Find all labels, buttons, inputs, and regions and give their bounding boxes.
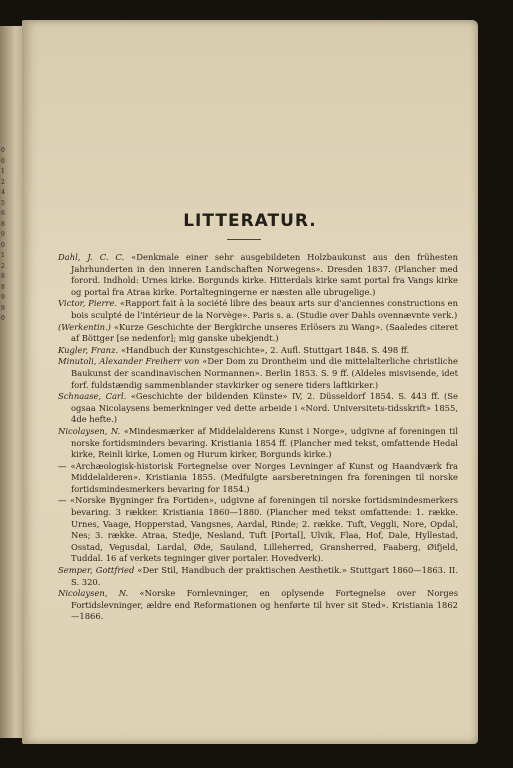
left-margin-number: 2 [1, 178, 5, 186]
entry-text: «Archæologisk-historisk Fortegnelse over Norges Levninger af Kunst og Haandværk fra Middelalderen». Kristiania 1855. (Medfulgte aarsberetningen fra foreningen til norske fortidsmindesmerkers bevaring for 1854.) [70, 460, 458, 494]
left-margin-number: 9 [1, 231, 5, 238]
entry-text: «Der Dom zu Drontheim und die mittelalterliche christliche Baukunst der scandinavischen Normannen». Berlin 1853. S. 9 ff. (Aldeles misvisende, idet forf. fuldstændig sammenblander stavkirker og senere tiders laftkirker.) [71, 356, 458, 390]
entry-author: Kugler, Franz. [58, 344, 119, 355]
entry-text: «Denkmale einer sehr ausgebildeten Holzbaukunst aus den frühesten Jahrhunderten in den inneren Landschaften Norwegens». Dresden 1837. (Plancher med forord. Indhold: Urnes kirke. Borgunds kirke. Hitterdals kirke samt portal fra Vangs kirke og portal fra Atraa kirke. Portaltegningerne er næsten alle ubrugelige.) [71, 252, 458, 297]
entry-text: «Norske Bygninger fra Fortiden», udgivne af foreningen til norske fortidsmindesmerkers bevaring. 3 rækker. Kristiania 1860—1880. (Plancher med tekst omfattende: 1. række. Urnes, Vaage, Hopperstad, Vangsnes, Aardal, Rinde; 2. række. Tuft, Veggli, Nore, Opdal, Nes; 3. række. Atraa, Stedje, Nesland, Tuft [Portal], Ulvik, Flaa, Hof, Dale, Hyllestad, Osstad, Vegusdal, Lardal, Øde, Sauland, Lilleherred, Gransherred, Faaberg, Øifjeld, Tuddal. 16 af verkets tegninger giver portaler. Hovedverk). [70, 495, 458, 564]
entry-author: Dahl, J. C. C. [58, 252, 125, 262]
left-margin-number: 5 [1, 199, 5, 207]
title-rule [227, 239, 261, 240]
left-margin-number: 6 [1, 210, 5, 217]
bibliography-entry [58, 495, 458, 565]
left-margin-number: 2 [1, 262, 5, 270]
left-margin-number: 0 [1, 241, 5, 249]
entry-author: Nicolaysen, N. [58, 425, 121, 436]
entry-author: Nicolaysen, N. [58, 588, 129, 599]
bibliography-entry [58, 588, 458, 623]
bibliography-entry [58, 322, 458, 345]
bibliography-entry [58, 356, 458, 391]
left-page-edge [0, 26, 23, 738]
entry-author: — [58, 495, 67, 506]
left-margin-number: 9 [1, 304, 5, 312]
entry-text: «Mindesmærker af Middelalderens Kunst i Norge», udgivne af foreningen til norske fortidsminders bevaring. Kristiania 1854 ff. (Plancher med tekst, omfattende Hedal kirke, Reinli kirke, Lomen og Hurum kirker, Borgunds kirke.) [71, 425, 458, 460]
entry-author: Minutoli, Alexander Freiherr von [58, 356, 200, 367]
left-margin-number: 9 [1, 294, 5, 301]
bibliography-entry [58, 391, 458, 426]
left-margin-number: 8 [1, 283, 5, 291]
left-margin-number: 8 [1, 273, 5, 280]
left-margin-number: 0 [1, 147, 5, 154]
entry-author: (Werkentin.) [58, 321, 111, 332]
entry-text: «Kurze Geschichte der Bergkirche unseres Erlösers zu Wang». (Saaledes citeret af Böttger [se nedenfor]; mig ganske ubekjendt.) [71, 321, 458, 344]
bibliography-entry [58, 565, 458, 588]
entry-text: «Handbuch der Kunstgeschichte», 2. Aufl. Stuttgart 1848. S. 498 ff. [120, 344, 410, 355]
entry-text: «Der Stil, Handbuch der praktischen Aesthetik.» Stuttgart 1860—1863. II. S. 320. [71, 565, 458, 587]
bibliography-entry [58, 345, 458, 357]
page-title: LITTERATUR. [183, 211, 317, 231]
left-margin-number: 8 [1, 220, 5, 228]
entry-text: «Rapport fait à la société libre des beaux arts sur d'anciennes constructions en bois sculpté de l'intérieur de la Norvège». Paris s. a. (Studie over Dahls ovennævnte verk.) [71, 298, 458, 320]
bibliography-entry [58, 298, 458, 321]
bibliography-entry [58, 426, 458, 461]
entry-author: Schnaase, Carl. [58, 391, 127, 402]
entry-author: Semper, Gottfried [58, 565, 135, 576]
entry-text: «Geschichte der bildenden Künste» IV, 2. Düsseldorf 1854. S. 443 ff. (Se ogsaa Nicolaysens bemerkninger ved dette arbeide i «Nord. Universitets-tidsskrift» 1855, 4de hefte.) [71, 391, 458, 425]
left-margin-number: 0 [1, 315, 5, 322]
left-margin-number: 1 [1, 252, 5, 259]
entry-author: — [58, 460, 67, 471]
bibliography-list [58, 252, 458, 623]
entry-text: «Norske Fornlevninger, en oplysende Fortegnelse over Norges Fortidslevninger, ældre end Reformationen og henførte til hver sit Sted». Kristiania 1862—1866. [71, 588, 458, 622]
bibliography-entry [58, 461, 458, 496]
entry-author: Victor, Pierre. [58, 298, 118, 309]
bibliography-entry [58, 252, 458, 298]
left-margin-number: 0 [1, 157, 5, 165]
book-page [22, 20, 478, 744]
left-margin-number: 1 [1, 168, 5, 175]
left-margin-number: 4 [1, 189, 5, 196]
